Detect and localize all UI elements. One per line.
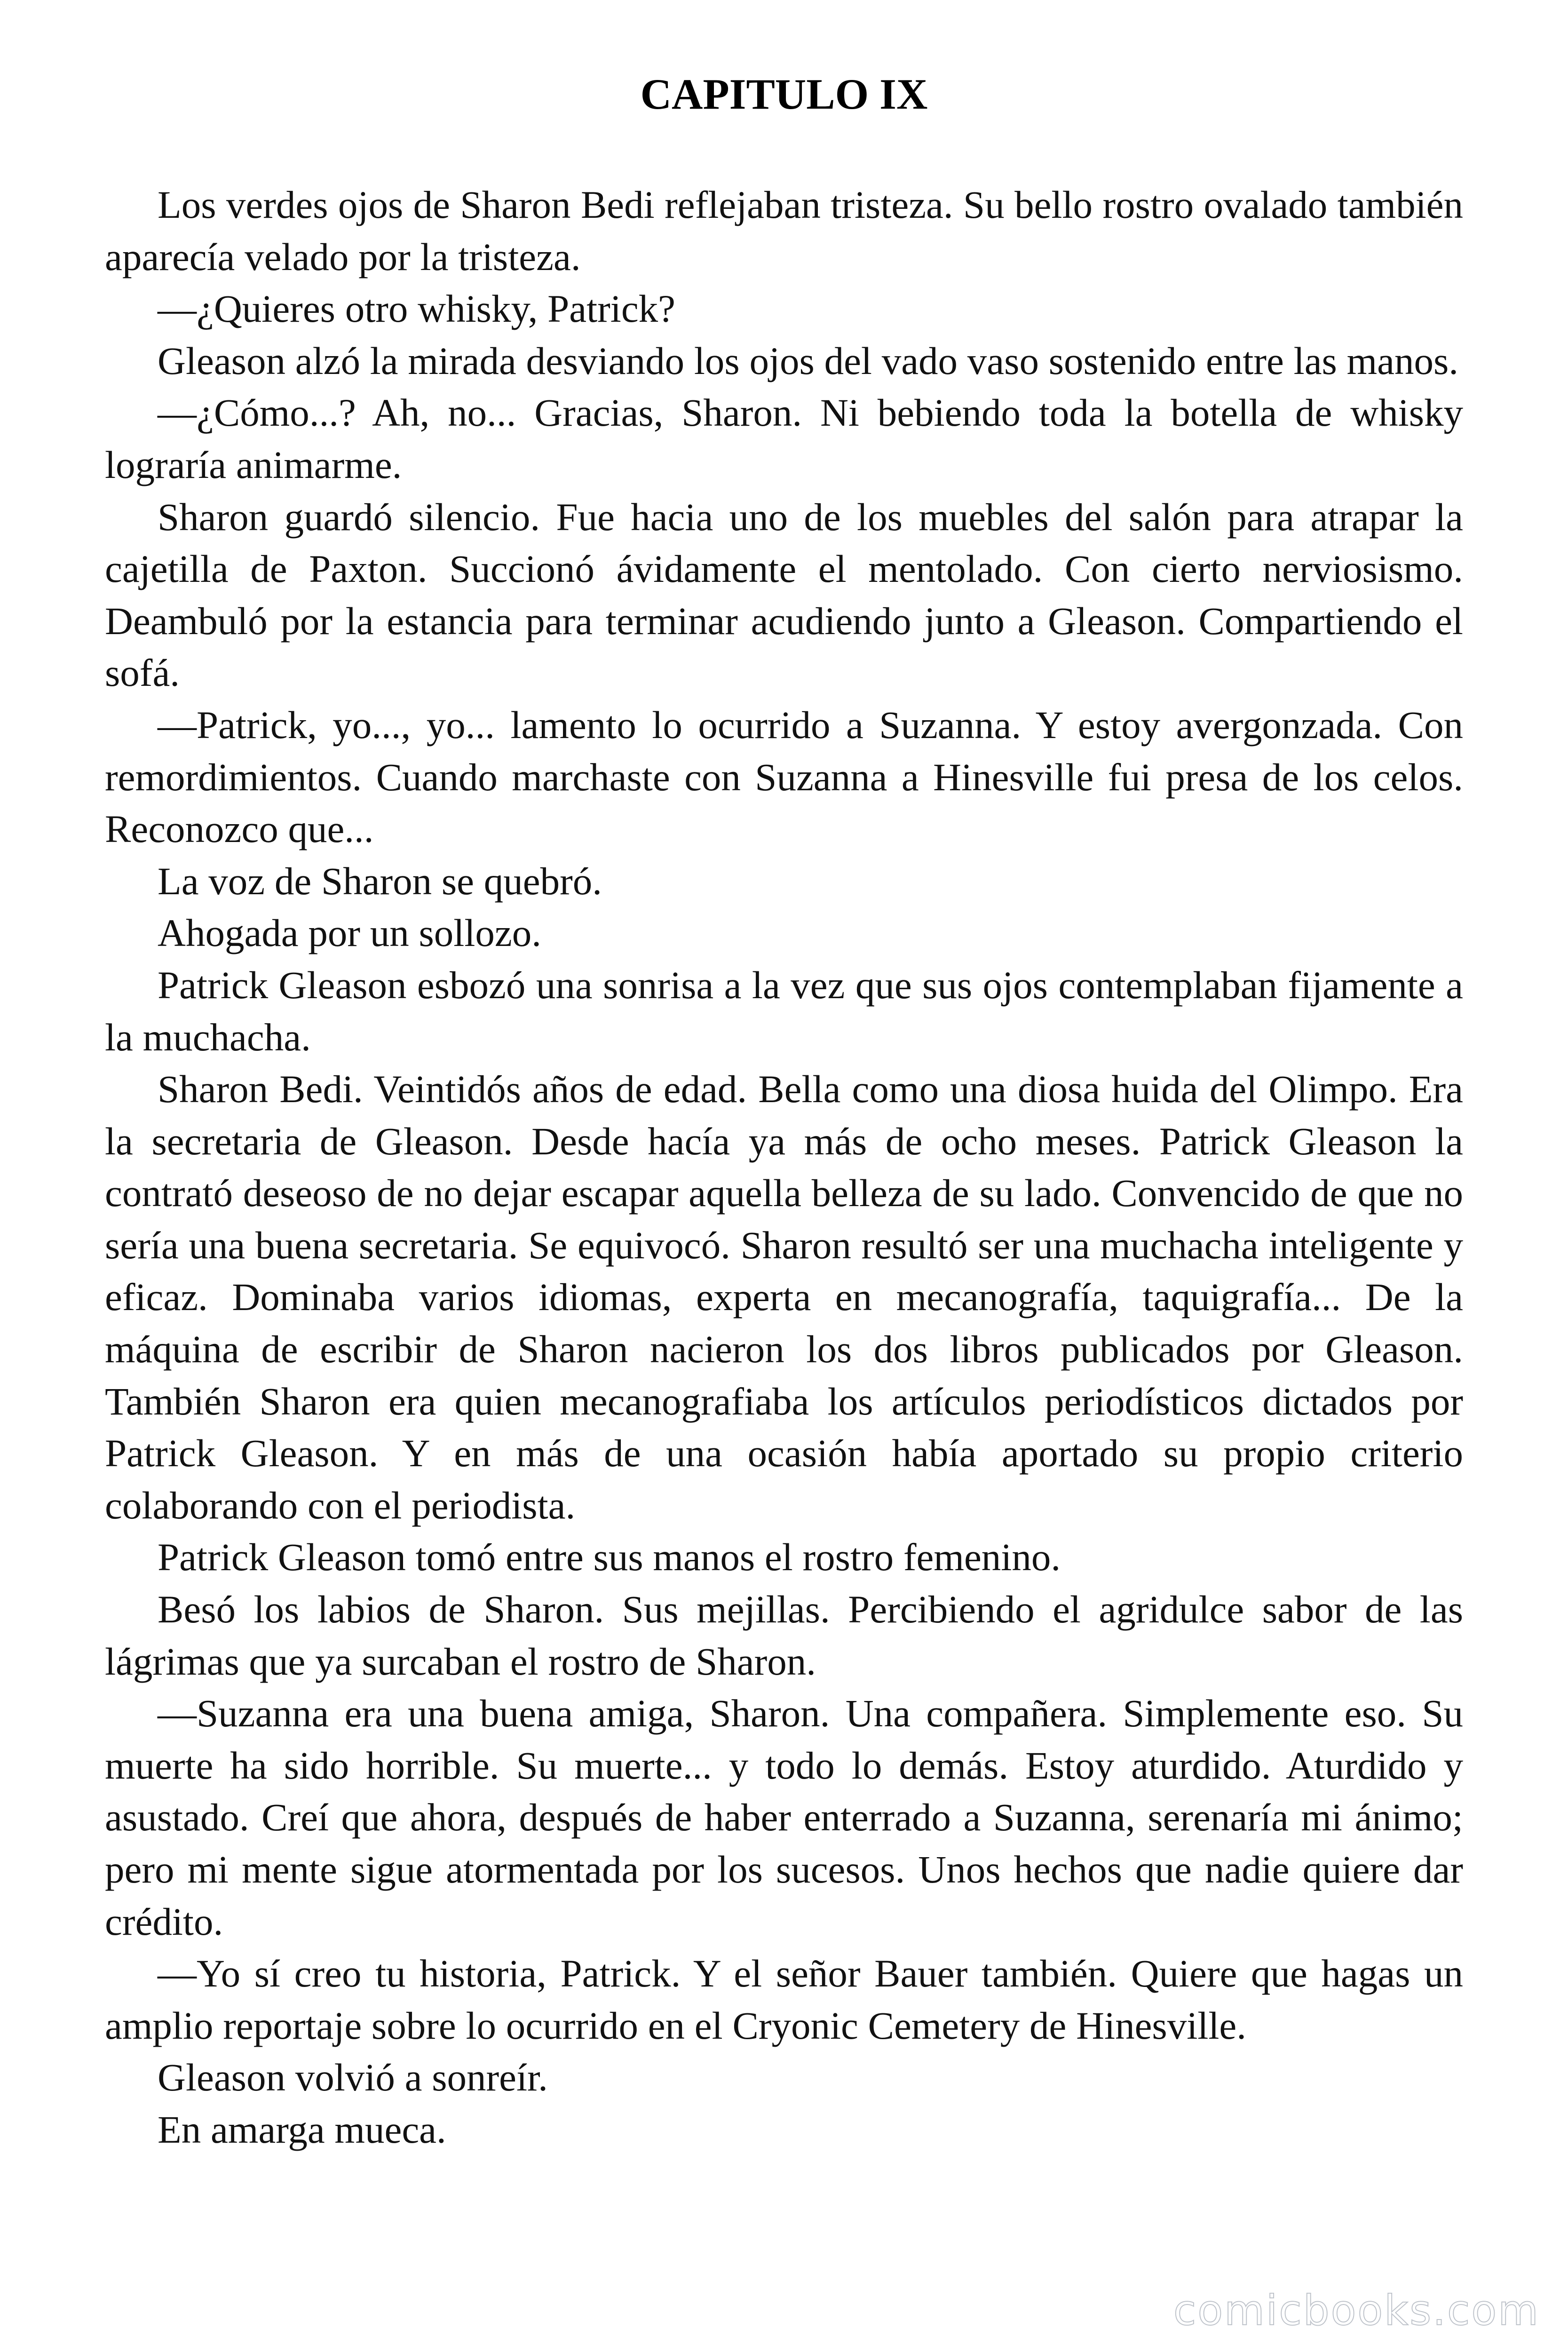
- paragraph: Los verdes ojos de Sharon Bedi reflejaban tristeza. Su bello rostro ovalado también aparecía velado por la tristeza.: [105, 183, 1463, 278]
- body-text: [105, 179, 1463, 2156]
- paragraph: Sharon guardó silencio. Fue hacia uno de los muebles del salón para atrapar la cajetilla de Paxton. Succionó ávidamente el mentolado. Con cierto nerviosismo. Deambuló por la estancia para terminar acudiendo junto a Gleason. Compartiendo el sofá.: [105, 495, 1463, 695]
- paragraph: Patrick Gleason tomó entre sus manos el rostro femenino.: [158, 1535, 1061, 1579]
- paragraph: —¿Cómo...? Ah, no... Gracias, Sharon. Ni bebiendo toda la botella de whisky lograría animarme.: [105, 391, 1463, 486]
- paragraph: Gleason alzó la mirada desviando los ojos del vado vaso sostenido entre las manos.: [158, 339, 1459, 382]
- paragraph: —Yo sí creo tu historia, Patrick. Y el señor Bauer también. Quiere que hagas un amplio reportaje sobre lo ocurrido en el Cryonic Cemetery de Hinesville.: [105, 1952, 1463, 2047]
- paragraph: Patrick Gleason esbozó una sonrisa a la vez que sus ojos contemplaban fijamente a la muchacha.: [105, 963, 1463, 1059]
- paragraph: En amarga mueca.: [158, 2107, 446, 2151]
- paragraph: Ahogada por un sollozo.: [158, 911, 542, 955]
- watermark: comicbooks.com: [1173, 2286, 1540, 2335]
- paragraph: Besó los labios de Sharon. Sus mejillas. Percibiendo el agridulce sabor de las lágrimas que ya surcaban el rostro de Sharon.: [105, 1588, 1463, 1683]
- paragraph: Gleason volvió a sonreír.: [158, 2056, 548, 2099]
- paragraph: —Suzanna era una buena amiga, Sharon. Una compañera. Simplemente eso. Su muerte ha sido horrible. Su muerte... y todo lo demás. Estoy aturdido. Aturdido y asustado. Creí que ahora, después de haber enterrado a Suzanna, serenaría mi ánimo; pero mi mente sigue atormentada por los sucesos. Unos hechos que nadie quiere dar crédito.: [105, 1692, 1463, 1943]
- paragraph: La voz de Sharon se quebró.: [158, 859, 602, 903]
- paragraph: —¿Quieres otro whisky, Patrick?: [158, 287, 676, 331]
- paragraph: Sharon Bedi. Veintidós años de edad. Bella como una diosa huida del Olimpo. Era la secretaria de Gleason. Desde hacía ya más de ocho meses. Patrick Gleason la contrató deseoso de no dejar escapar aquella belleza de su lado. Convencido de que no sería una buena secretaria. Se equivocó. Sharon resultó ser una muchacha inteligente y eficaz. Dominaba varios idiomas, experta en mecanografía, taquigrafía... De la máquina de escribir de Sharon nacieron los dos libros publicados por Gleason. También Sharon era quien mecanografiaba los artículos periodísticos dictados por Patrick Gleason. Y en más de una ocasión había aportado su propio criterio colaborando con el periodista.: [105, 1067, 1463, 1527]
- paragraph: —Patrick, yo..., yo... lamento lo ocurrido a Suzanna. Y estoy avergonzada. Con remordimientos. Cuando marchaste con Suzanna a Hinesville fui presa de los celos. Reconozco que...: [105, 703, 1463, 851]
- chapter-title: CAPITULO IX: [640, 70, 928, 118]
